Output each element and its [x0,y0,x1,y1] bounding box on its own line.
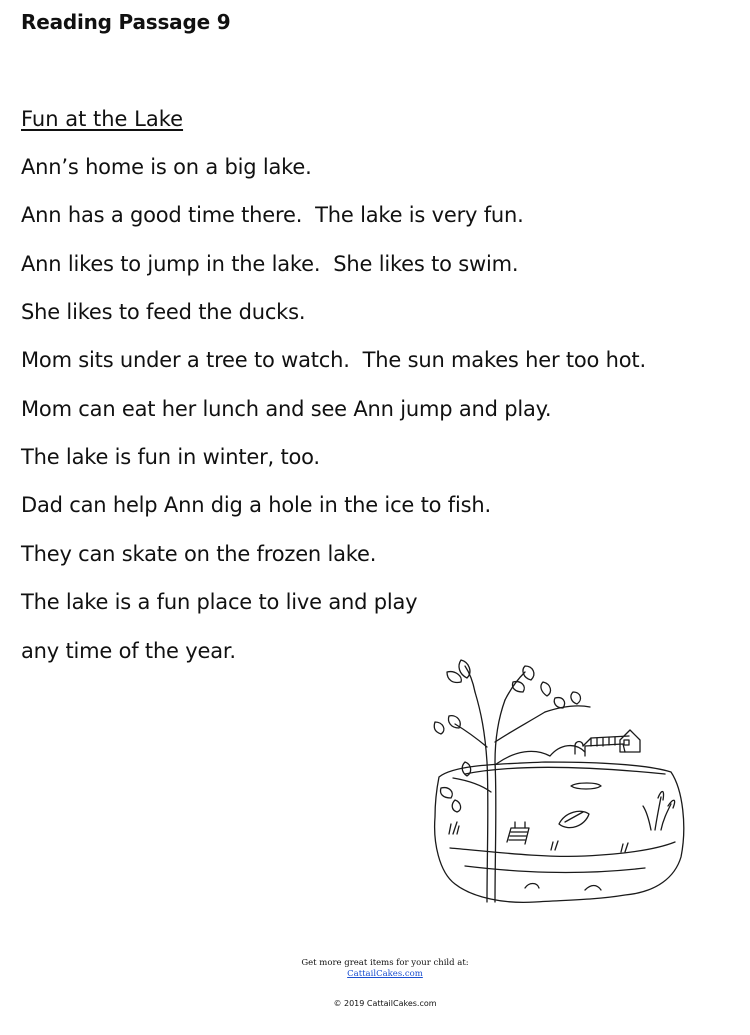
tree-trunk [475,692,488,902]
leaf [512,682,524,692]
page-heading: Reading Passage 9 [21,10,231,34]
leaf [440,788,452,798]
footer-note: Get more great items for your child at: [301,958,469,968]
story-line: Ann likes to jump in the lake. She likes to swim. [21,252,519,276]
story-line: She likes to feed the ducks. [21,300,306,324]
story-line: They can skate on the frozen lake. [21,542,377,566]
story-line: Mom sits under a tree to watch. The sun makes her too hot. [21,348,646,372]
story-line: The lake is a fun place to live and play [21,590,418,614]
reeds [655,797,661,830]
story-line: Ann’s home is on a big lake. [21,155,312,179]
leaf [447,672,461,683]
boat [559,811,589,827]
copyright: © 2019 CattailCakes.com [333,999,437,1008]
story-line: The lake is fun in winter, too. [21,445,320,469]
boat [571,783,601,789]
house [620,730,640,752]
story-line: any time of the year. [21,639,236,663]
story-title: Fun at the Lake [21,107,184,131]
leaf [452,800,460,812]
leaf [554,698,564,708]
grass [449,822,459,834]
story-line: Mom can eat her lunch and see Ann jump and play. [21,397,552,421]
leaf [571,692,581,704]
story-line: Ann has a good time there. The lake is very fun. [21,203,524,227]
near-shore [450,842,675,856]
leaf [459,660,470,678]
footer-link[interactable]: CattailCakes.com [347,969,423,979]
story-line: Dad can help Ann dig a hole in the ice to fish. [21,493,491,517]
lake-illustration [425,652,690,907]
leaf [541,682,551,696]
leaf [434,722,444,734]
footer-link-line [0,969,750,979]
